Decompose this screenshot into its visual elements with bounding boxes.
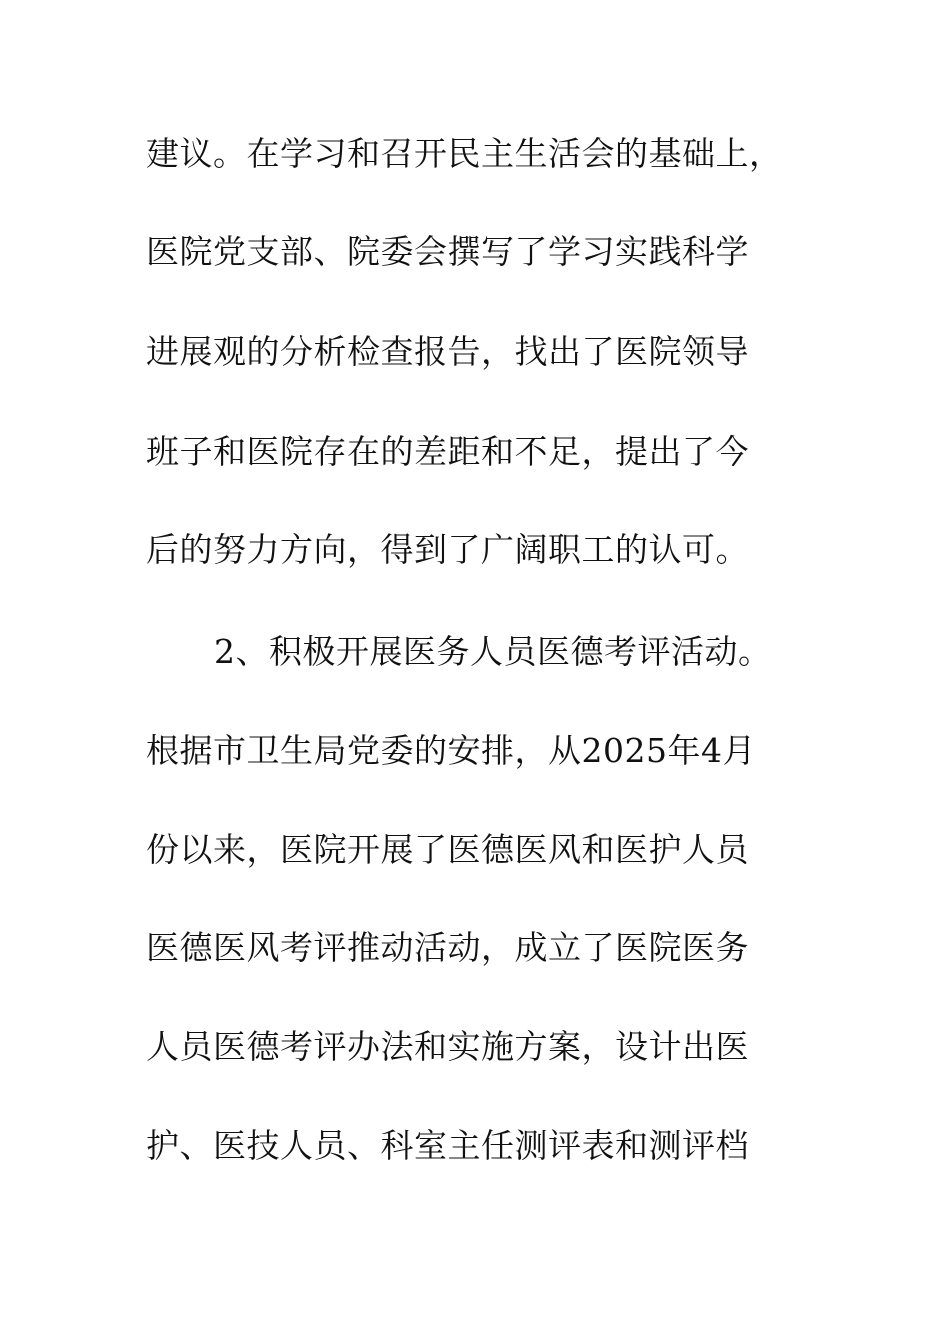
paragraph-2-line-3: 份以来，医院开展了医德医风和医护人员: [146, 830, 749, 869]
paragraph-2-line-6: 护、医技人员、科室主任测评表和测评档: [146, 1126, 749, 1165]
paragraph-1-line-1: 建议。在学习和召开民主生活会的基础上，: [146, 134, 783, 173]
paragraph-1-line-3: 进展观的分析检查报告，找出了医院领导: [146, 332, 749, 371]
paragraph-1-line-5: 后的努力方向，得到了广阔职工的认可。: [146, 530, 749, 569]
paragraph-2-line-4: 医德医风考评推动活动，成立了医院医务: [146, 928, 749, 967]
paragraph-1-line-2: 医院党支部、院委会撰写了学习实践科学: [146, 232, 749, 271]
paragraph-2-line-5: 人员医德考评办法和实施方案，设计出医: [146, 1027, 749, 1066]
paragraph-1-line-4: 班子和医院存在的差距和不足，提出了今: [146, 432, 749, 471]
paragraph-2-line-2: 根据市卫生局党委的安排，从2025年4月: [146, 731, 756, 770]
paragraph-2-heading-line: 2、积极开展医务人员医德考评活动。: [214, 632, 772, 671]
